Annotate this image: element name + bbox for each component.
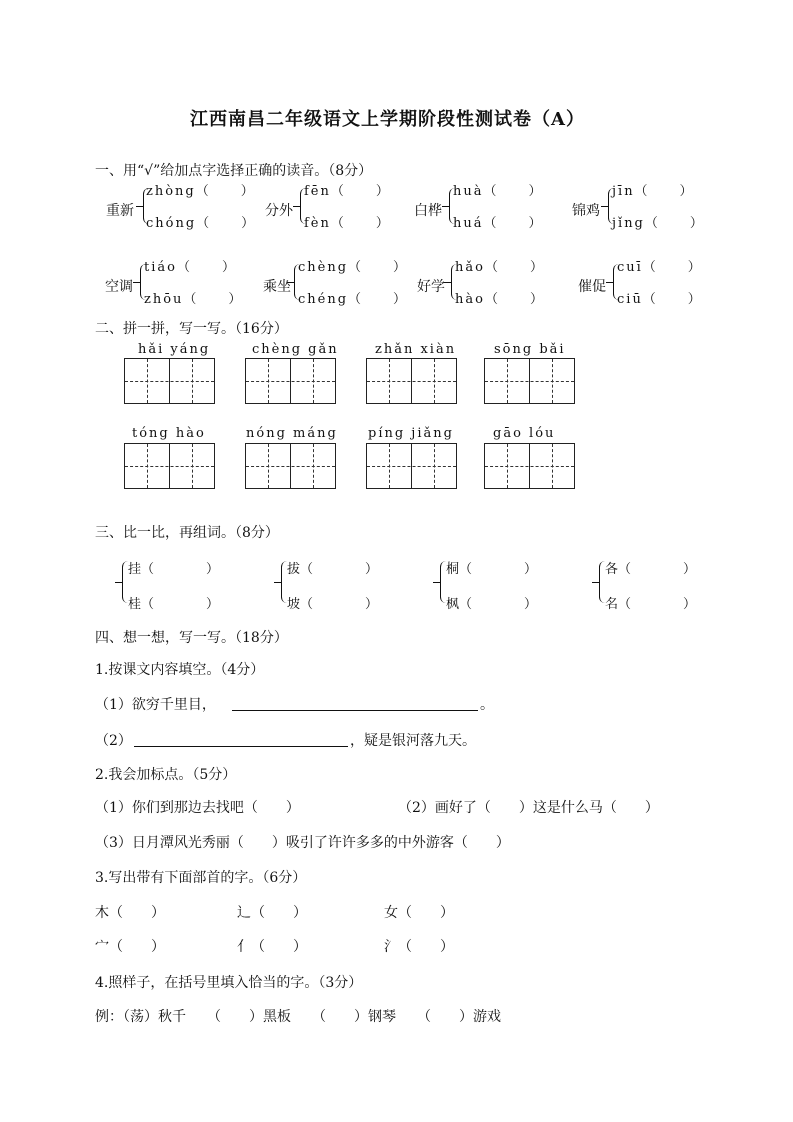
pinyin-label: sōng bǎi xyxy=(494,342,566,357)
compare-word[interactable]: 挂（ ） xyxy=(128,562,220,577)
radical-item[interactable]: 氵（ ） xyxy=(384,939,454,955)
word-fenwai: 分外 xyxy=(265,203,293,219)
q1-line1-start: （1）欲穷千里目， xyxy=(95,697,216,713)
pinyin-option[interactable]: huà（ ） xyxy=(453,184,544,199)
writing-grid[interactable] xyxy=(366,358,457,404)
writing-grid[interactable] xyxy=(484,443,575,489)
word-haoxue: 好学 xyxy=(417,279,445,295)
q1-line1-end: 。 xyxy=(480,697,494,713)
writing-grid[interactable] xyxy=(245,443,336,489)
q4-title: 4.照样子，在括号里填入恰当的字。（3分） xyxy=(95,975,363,991)
q3-title: 3.写出带有下面部首的字。（6分） xyxy=(95,870,307,886)
word-chongxin: 重新 xyxy=(106,203,134,219)
radical-item[interactable]: 木（ ） xyxy=(95,905,165,921)
pinyin-option[interactable]: chóng（ ） xyxy=(146,216,257,231)
word-kongtiao: 空调 xyxy=(105,279,133,295)
section-2-heading: 二、拼一拼，写一写。（16分） xyxy=(95,321,288,337)
pinyin-option[interactable]: hào（ ） xyxy=(455,292,545,307)
pinyin-label: tóng hào xyxy=(132,426,206,441)
q1-title: 1.按课文内容填空。（4分） xyxy=(95,662,265,678)
radical-item[interactable]: 宀（ ） xyxy=(95,939,165,955)
compare-word[interactable]: 名（ ） xyxy=(605,597,697,612)
pinyin-label: zhǎn xiàn xyxy=(375,342,457,357)
pinyin-label: nóng máng xyxy=(246,426,338,441)
word-baihua: 白桦 xyxy=(414,203,442,219)
pinyin-label: píng jiǎng xyxy=(368,426,454,441)
compare-word[interactable]: 桐（ ） xyxy=(446,562,538,577)
radical-item[interactable]: 辶（ ） xyxy=(237,905,307,921)
pinyin-label: gāo lóu xyxy=(493,426,556,441)
pinyin-option[interactable]: chèng（ ） xyxy=(298,260,409,275)
page-title: 江西南昌二年级语文上学期阶段性测试卷（A） xyxy=(190,109,585,130)
pinyin-option[interactable]: cuī（ ） xyxy=(617,260,703,275)
writing-grid[interactable] xyxy=(124,358,215,404)
pinyin-option[interactable]: fèn（ ） xyxy=(304,216,391,231)
q1-line2-end: ，疑是银河落九天。 xyxy=(350,733,476,749)
pinyin-option[interactable]: tiáo（ ） xyxy=(144,260,237,275)
q2-item3[interactable]: （3）日月潭风光秀丽（ ）吸引了许许多多的中外游客（ ） xyxy=(95,835,510,851)
section-4-heading: 四、想一想，写一写。（18分） xyxy=(95,630,288,646)
pinyin-option[interactable]: ciū（ ） xyxy=(617,292,703,307)
section-3-heading: 三、比一比，再组词。（8分） xyxy=(95,525,279,541)
pinyin-option[interactable]: huá（ ） xyxy=(453,216,544,231)
writing-grid[interactable] xyxy=(366,443,457,489)
compare-word[interactable]: 桂（ ） xyxy=(128,597,220,612)
radical-item[interactable]: 女（ ） xyxy=(384,905,454,921)
writing-grid[interactable] xyxy=(245,358,336,404)
compare-word[interactable]: 各（ ） xyxy=(605,562,697,577)
pinyin-option[interactable]: zhòng（ ） xyxy=(146,184,256,199)
compare-word[interactable]: 坡（ ） xyxy=(287,597,379,612)
writing-grid[interactable] xyxy=(124,443,215,489)
q1-line2-start: （2） xyxy=(95,733,132,749)
pinyin-option[interactable]: chéng（ ） xyxy=(298,292,409,307)
answer-line[interactable] xyxy=(232,710,478,711)
pinyin-option[interactable]: jǐng（ ） xyxy=(612,216,705,231)
answer-line[interactable] xyxy=(134,746,348,747)
q4-example[interactable]: 例：（荡）秋千 （ ）黑板 （ ）钢琴 （ ）游戏 xyxy=(95,1009,501,1025)
compare-word[interactable]: 拔（ ） xyxy=(287,562,379,577)
pinyin-label: hǎi yáng xyxy=(138,342,211,357)
pinyin-option[interactable]: zhōu（ ） xyxy=(144,292,244,307)
q2-item1[interactable]: （1）你们到那边去找吧（ ） xyxy=(95,800,300,816)
word-chengzuo: 乘坐 xyxy=(263,279,291,295)
pinyin-option[interactable]: hǎo（ ） xyxy=(455,260,545,275)
q2-title: 2.我会加标点。（5分） xyxy=(95,767,237,783)
q2-item2[interactable]: （2）画好了（ ）这是什么马（ ） xyxy=(398,800,659,816)
pinyin-label: chèng gǎn xyxy=(252,342,339,357)
word-jinji: 锦鸡 xyxy=(572,203,600,219)
pinyin-option[interactable]: jīn（ ） xyxy=(612,184,695,199)
compare-word[interactable]: 枫（ ） xyxy=(446,597,538,612)
word-cuicu: 催促 xyxy=(578,279,606,295)
pinyin-option[interactable]: fēn（ ） xyxy=(304,184,391,199)
writing-grid[interactable] xyxy=(484,358,575,404)
radical-item[interactable]: 亻（ ） xyxy=(237,939,307,955)
section-1-heading: 一、用“√”给加点字选择正确的读音。（8分） xyxy=(95,163,373,179)
